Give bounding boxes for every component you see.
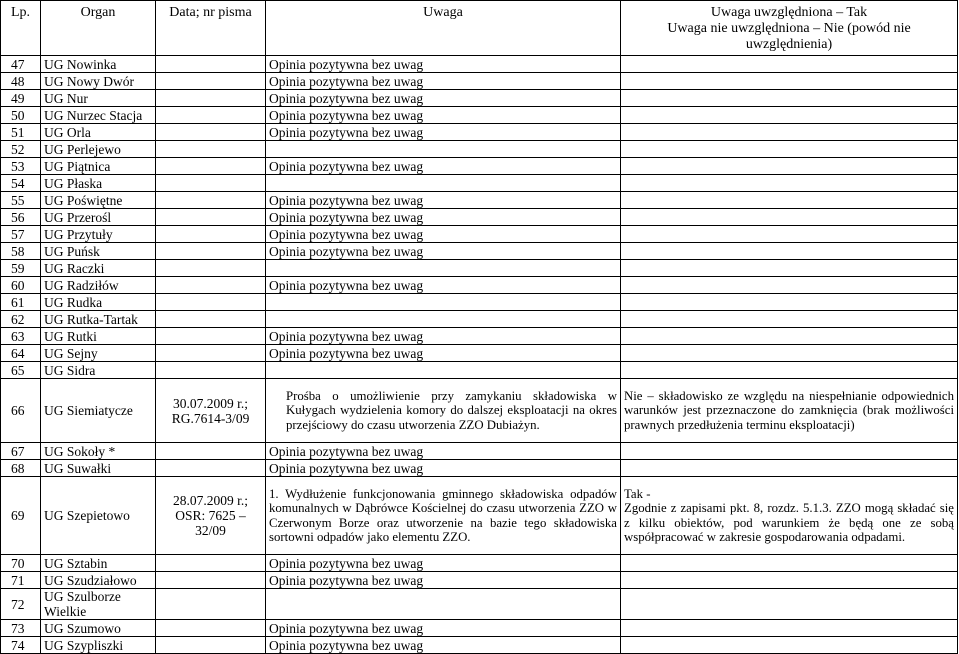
cell-uwaga: Opinia pozytywna bez uwag [266, 124, 621, 141]
cell-organ: UG Sokoły * [41, 443, 156, 460]
cell-data [156, 73, 266, 90]
cell-uwzglednienie [621, 443, 958, 460]
cell-data [156, 294, 266, 311]
table-row [1, 192, 958, 209]
cell-data [156, 243, 266, 260]
cell-uwzglednienie [621, 243, 958, 260]
table-row [1, 209, 958, 226]
cell-lp: 57 [1, 226, 41, 243]
table-row [1, 107, 958, 124]
cell-uwzglednienie [621, 362, 958, 379]
table-row [1, 73, 958, 90]
cell-uwaga [266, 362, 621, 379]
cell-uwzglednienie [621, 90, 958, 107]
cell-uwzglednienie [621, 56, 958, 73]
cell-organ: UG Rudka [41, 294, 156, 311]
cell-organ: UG Przerośl [41, 209, 156, 226]
table-body [1, 56, 958, 654]
cell-uwzglednienie [621, 107, 958, 124]
header-row [1, 1, 958, 56]
cell-uwzglednienie [621, 277, 958, 294]
cell-organ: UG Sidra [41, 362, 156, 379]
cell-data [156, 260, 266, 277]
cell-uwzglednienie [621, 209, 958, 226]
cell-organ: UG Rutki [41, 328, 156, 345]
cell-uwzglednienie [621, 73, 958, 90]
cell-data [156, 328, 266, 345]
cell-lp: 55 [1, 192, 41, 209]
cell-data [156, 209, 266, 226]
cell-lp: 63 [1, 328, 41, 345]
cell-lp: 70 [1, 555, 41, 572]
cell-data [156, 56, 266, 73]
cell-lp: 68 [1, 460, 41, 477]
cell-data [156, 362, 266, 379]
cell-organ: UG Perlejewo [41, 141, 156, 158]
table-row [1, 328, 958, 345]
cell-lp: 50 [1, 107, 41, 124]
cell-uwzglednienie [621, 158, 958, 175]
cell-uwaga: Opinia pozytywna bez uwag [266, 572, 621, 589]
header-uwzgl-line2: Uwaga nie uwzględniona – Nie (powód nie uwzględnienia) [667, 21, 911, 52]
cell-data [156, 620, 266, 637]
cell-uwaga: Opinia pozytywna bez uwag [266, 158, 621, 175]
cell-lp: 69 [1, 477, 41, 555]
header-uwzgl-line1: Uwaga uwzględniona – Tak [710, 5, 868, 20]
cell-data [156, 460, 266, 477]
cell-lp: 47 [1, 56, 41, 73]
header-uwaga: Uwaga [266, 1, 621, 56]
cell-organ: UG Sztabin [41, 555, 156, 572]
cell-uwaga [266, 294, 621, 311]
cell-uwzglednienie [621, 460, 958, 477]
cell-lp: 60 [1, 277, 41, 294]
cell-lp: 74 [1, 637, 41, 654]
cell-uwaga: Opinia pozytywna bez uwag [266, 107, 621, 124]
cell-data [156, 555, 266, 572]
cell-uwzglednienie [621, 572, 958, 589]
cell-uwzglednienie [621, 294, 958, 311]
cell-uwaga: Opinia pozytywna bez uwag [266, 56, 621, 73]
table-row [1, 56, 958, 73]
cell-lp: 51 [1, 124, 41, 141]
cell-lp: 59 [1, 260, 41, 277]
cell-lp: 71 [1, 572, 41, 589]
cell-lp: 72 [1, 589, 41, 620]
cell-uwzglednienie: Nie – składowisko ze względu na niespełnianie odpowiednich warunków jest przeznaczone do zamknięcia (brak możliwości prawnych przedłużenia terminu eksploatacji) [621, 379, 958, 443]
cell-uwzglednienie [621, 311, 958, 328]
cell-lp: 62 [1, 311, 41, 328]
cell-organ: UG Nur [41, 90, 156, 107]
cell-organ: UG Szepietowo [41, 477, 156, 555]
cell-uwaga: Opinia pozytywna bez uwag [266, 555, 621, 572]
cell-data [156, 226, 266, 243]
table-row [1, 277, 958, 294]
cell-uwaga: Opinia pozytywna bez uwag [266, 443, 621, 460]
table-row [1, 243, 958, 260]
cell-data [156, 107, 266, 124]
cell-uwzglednienie [621, 260, 958, 277]
cell-lp: 52 [1, 141, 41, 158]
cell-lp: 58 [1, 243, 41, 260]
table-row [1, 345, 958, 362]
cell-lp: 73 [1, 620, 41, 637]
table-row [1, 620, 958, 637]
table-row [1, 362, 958, 379]
table-row [1, 175, 958, 192]
cell-uwzglednienie: Tak - Zgodnie z zapisami pkt. 8, rozdz. 5.1.3. ZZO mogą składać się z kilku obiektów, pod warunkiem że będą one ze sobą współpracować w zakresie gospodarowania odpadami. [621, 477, 958, 555]
cell-uwzglednienie [621, 124, 958, 141]
cell-uwaga: Opinia pozytywna bez uwag [266, 345, 621, 362]
cell-uwaga: Opinia pozytywna bez uwag [266, 460, 621, 477]
cell-uwaga: Opinia pozytywna bez uwag [266, 620, 621, 637]
cell-data [156, 90, 266, 107]
cell-data [156, 277, 266, 294]
table-row [1, 379, 958, 443]
header-data: Data; nr pisma [156, 1, 266, 56]
cell-data: 28.07.2009 r.; OSR: 7625 – 32/09 [156, 477, 266, 555]
table-row [1, 589, 958, 620]
cell-data [156, 158, 266, 175]
cell-uwaga: 1. Wydłużenie funkcjonowania gminnego składowiska odpadów komunalnych w Dąbrówce Kościelnej do czasu utworzenia ZZO w Czerwonym Borze oraz utworzenie na bazie tego składowiska sortowni odpadów jako elementu ZZO. [266, 477, 621, 555]
cell-data [156, 589, 266, 620]
cell-organ: UG Szudziałowo [41, 572, 156, 589]
cell-uwzglednienie [621, 141, 958, 158]
cell-data [156, 141, 266, 158]
table-row [1, 141, 958, 158]
cell-uwaga: Opinia pozytywna bez uwag [266, 209, 621, 226]
cell-uwzglednienie [621, 226, 958, 243]
cell-organ: UG Orla [41, 124, 156, 141]
cell-lp: 67 [1, 443, 41, 460]
cell-lp: 53 [1, 158, 41, 175]
cell-organ: UG Rutka-Tartak [41, 311, 156, 328]
cell-lp: 56 [1, 209, 41, 226]
table-row [1, 124, 958, 141]
cell-organ: UG Poświętne [41, 192, 156, 209]
table-row [1, 460, 958, 477]
table-row [1, 158, 958, 175]
cell-organ: UG Przytuły [41, 226, 156, 243]
cell-data: 30.07.2009 r.; RG.7614-3/09 [156, 379, 266, 443]
cell-uwaga [266, 175, 621, 192]
cell-data [156, 443, 266, 460]
header-lp: Lp. [1, 1, 41, 56]
cell-data [156, 175, 266, 192]
table-row [1, 226, 958, 243]
cell-organ: UG Płaska [41, 175, 156, 192]
cell-uwzglednienie [621, 589, 958, 620]
cell-uwaga: Opinia pozytywna bez uwag [266, 277, 621, 294]
cell-data [156, 572, 266, 589]
table-row [1, 477, 958, 555]
cell-uwzglednienie [621, 192, 958, 209]
table-row [1, 443, 958, 460]
header-uwzglednienie [621, 1, 958, 56]
cell-uwzglednienie [621, 620, 958, 637]
cell-lp: 61 [1, 294, 41, 311]
cell-organ: UG Szypliszki [41, 637, 156, 654]
cell-data [156, 192, 266, 209]
header-organ: Organ [41, 1, 156, 56]
cell-uwaga [266, 260, 621, 277]
cell-organ: UG Radziłów [41, 277, 156, 294]
cell-uwaga: Prośba o umożliwienie przy zamykaniu składowiska w Kułygach wydzielenia komory do dalszej eksploatacji na okres przejściowy do czasu utworzenia ZZO Dubiażyn. [266, 379, 621, 443]
cell-organ: UG Piątnica [41, 158, 156, 175]
cell-organ: UG Raczki [41, 260, 156, 277]
cell-lp: 54 [1, 175, 41, 192]
cell-uwzglednienie [621, 175, 958, 192]
cell-organ: UG Puńsk [41, 243, 156, 260]
cell-data [156, 124, 266, 141]
cell-organ: UG Szulborze Wielkie [41, 589, 156, 620]
cell-lp: 64 [1, 345, 41, 362]
table-row [1, 311, 958, 328]
cell-organ: UG Sejny [41, 345, 156, 362]
cell-organ: UG Siemiatycze [41, 379, 156, 443]
cell-lp: 66 [1, 379, 41, 443]
cell-lp: 48 [1, 73, 41, 90]
cell-organ: UG Szumowo [41, 620, 156, 637]
cell-organ: UG Nowinka [41, 56, 156, 73]
table-row [1, 572, 958, 589]
cell-uwzglednienie [621, 328, 958, 345]
cell-uwaga: Opinia pozytywna bez uwag [266, 90, 621, 107]
table-row [1, 260, 958, 277]
cell-organ: UG Nurzec Stacja [41, 107, 156, 124]
table-row [1, 294, 958, 311]
cell-uwaga [266, 141, 621, 158]
cell-uwaga: Opinia pozytywna bez uwag [266, 226, 621, 243]
cell-uwaga: Opinia pozytywna bez uwag [266, 243, 621, 260]
cell-uwzglednienie [621, 555, 958, 572]
cell-uwaga: Opinia pozytywna bez uwag [266, 192, 621, 209]
cell-organ: UG Nowy Dwór [41, 73, 156, 90]
cell-data [156, 345, 266, 362]
table-row [1, 90, 958, 107]
cell-data [156, 311, 266, 328]
cell-uwaga: Opinia pozytywna bez uwag [266, 637, 621, 654]
cell-uwaga: Opinia pozytywna bez uwag [266, 328, 621, 345]
cell-uwaga [266, 311, 621, 328]
cell-lp: 65 [1, 362, 41, 379]
table-row [1, 555, 958, 572]
cell-uwaga [266, 589, 621, 620]
cell-uwaga: Opinia pozytywna bez uwag [266, 73, 621, 90]
cell-lp: 49 [1, 90, 41, 107]
cell-organ: UG Suwałki [41, 460, 156, 477]
cell-uwzglednienie [621, 345, 958, 362]
